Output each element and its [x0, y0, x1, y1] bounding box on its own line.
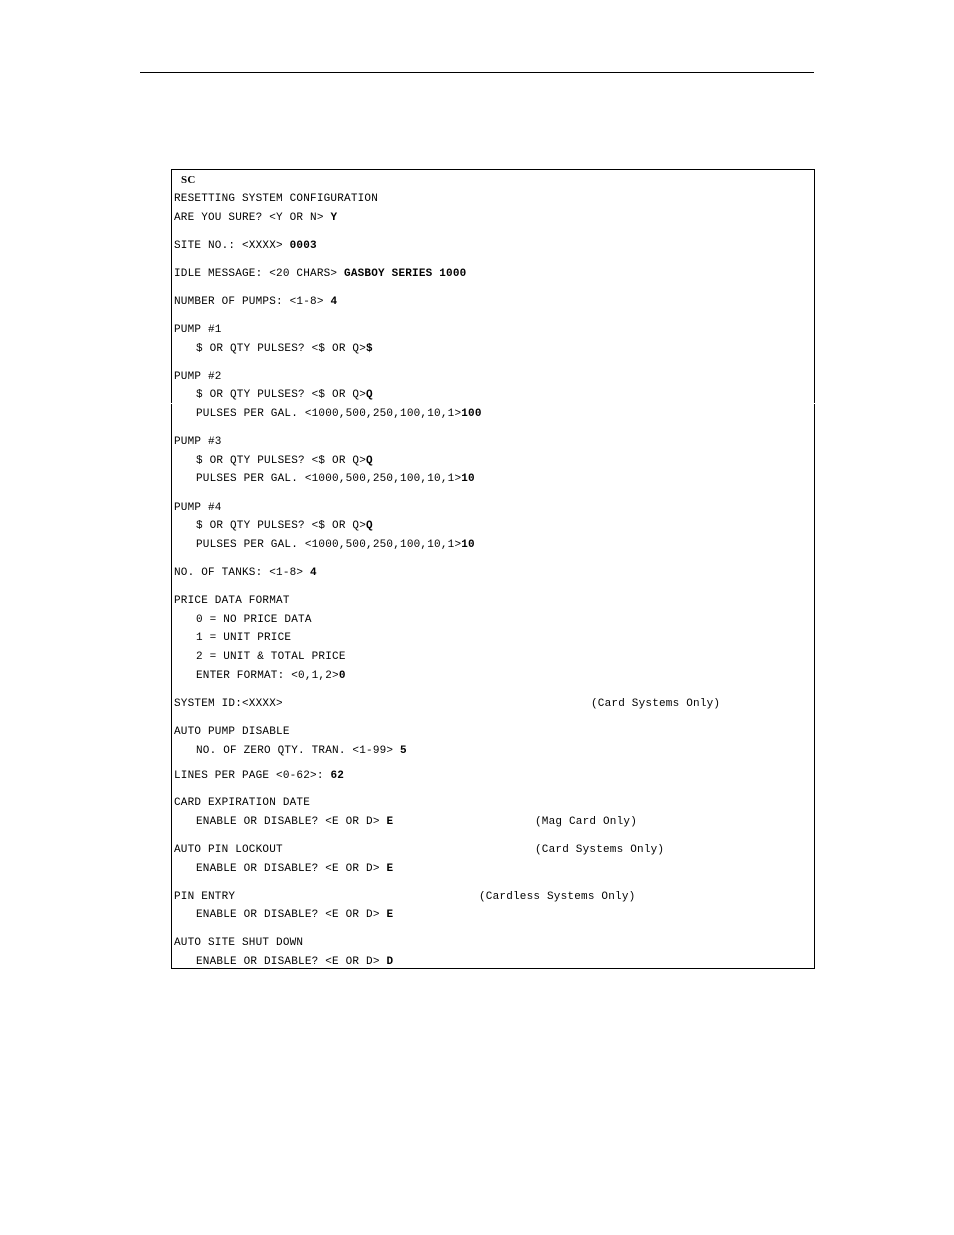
line-are-you-sure: ARE YOU SURE? <Y OR N> Y [174, 212, 338, 224]
line-pump-1: PUMP #1 [174, 324, 222, 336]
note-pin-entry: (Cardless Systems Only) [479, 891, 636, 903]
line-pump-4-pulses: $ OR QTY PULSES? <$ OR Q>Q [196, 520, 373, 532]
line-number-of-pumps: NUMBER OF PUMPS: <1-8> 4 [174, 296, 338, 308]
line-price-option-1: 1 = UNIT PRICE [196, 632, 292, 644]
line-pin-entry: PIN ENTRY [174, 891, 236, 903]
line-auto-pin-lockout: AUTO PIN LOCKOUT [174, 844, 283, 856]
separator [171, 403, 816, 404]
line-pump-4-ppg: PULSES PER GAL. <1000,500,250,100,10,1>10 [196, 539, 475, 551]
note-card-expiration: (Mag Card Only) [535, 816, 638, 828]
line-enter-format: ENTER FORMAT: <0,1,2>0 [196, 670, 346, 682]
line-pump-2-pulses: $ OR QTY PULSES? <$ OR Q>Q [196, 389, 373, 401]
line-pump-3-pulses: $ OR QTY PULSES? <$ OR Q>Q [196, 455, 373, 467]
line-card-expiration: CARD EXPIRATION DATE [174, 797, 311, 809]
command-label: SC [181, 174, 196, 186]
line-site-no: SITE NO.: <XXXX> 0003 [174, 240, 317, 252]
line-price-option-0: 0 = NO PRICE DATA [196, 614, 312, 626]
line-pump-3-ppg: PULSES PER GAL. <1000,500,250,100,10,1>10 [196, 473, 475, 485]
line-auto-site-shut-down-enable: ENABLE OR DISABLE? <E OR D> D [196, 956, 394, 968]
line-auto-pin-enable: ENABLE OR DISABLE? <E OR D> E [196, 863, 394, 875]
line-pin-entry-enable: ENABLE OR DISABLE? <E OR D> E [196, 909, 394, 921]
line-auto-site-shut-down: AUTO SITE SHUT DOWN [174, 937, 304, 949]
note-system-id: (Card Systems Only) [591, 698, 721, 710]
line-idle-message: IDLE MESSAGE: <20 CHARS> GASBOY SERIES 1000 [174, 268, 467, 280]
line-pump-2: PUMP #2 [174, 371, 222, 383]
line-price-option-2: 2 = UNIT & TOTAL PRICE [196, 651, 346, 663]
line-pump-3: PUMP #3 [174, 436, 222, 448]
line-auto-pump-disable: AUTO PUMP DISABLE [174, 726, 290, 738]
line-no-of-tanks: NO. OF TANKS: <1-8> 4 [174, 567, 317, 579]
top-rule [140, 72, 814, 73]
line-lines-per-page: LINES PER PAGE <0-62>: 62 [174, 770, 345, 782]
line-card-expiration-enable: ENABLE OR DISABLE? <E OR D> E [196, 816, 394, 828]
line-system-id: SYSTEM ID:<XXXX> [174, 698, 283, 710]
line-pump-4: PUMP #4 [174, 502, 222, 514]
line-zero-qty-tran: NO. OF ZERO QTY. TRAN. <1-99> 5 [196, 745, 407, 757]
line-price-data-format: PRICE DATA FORMAT [174, 595, 290, 607]
line-pump-2-ppg: PULSES PER GAL. <1000,500,250,100,10,1>100 [196, 408, 482, 420]
note-auto-pin: (Card Systems Only) [535, 844, 665, 856]
line-resetting: RESETTING SYSTEM CONFIGURATION [174, 193, 379, 205]
line-pump-1-pulses: $ OR QTY PULSES? <$ OR Q>$ [196, 343, 373, 355]
